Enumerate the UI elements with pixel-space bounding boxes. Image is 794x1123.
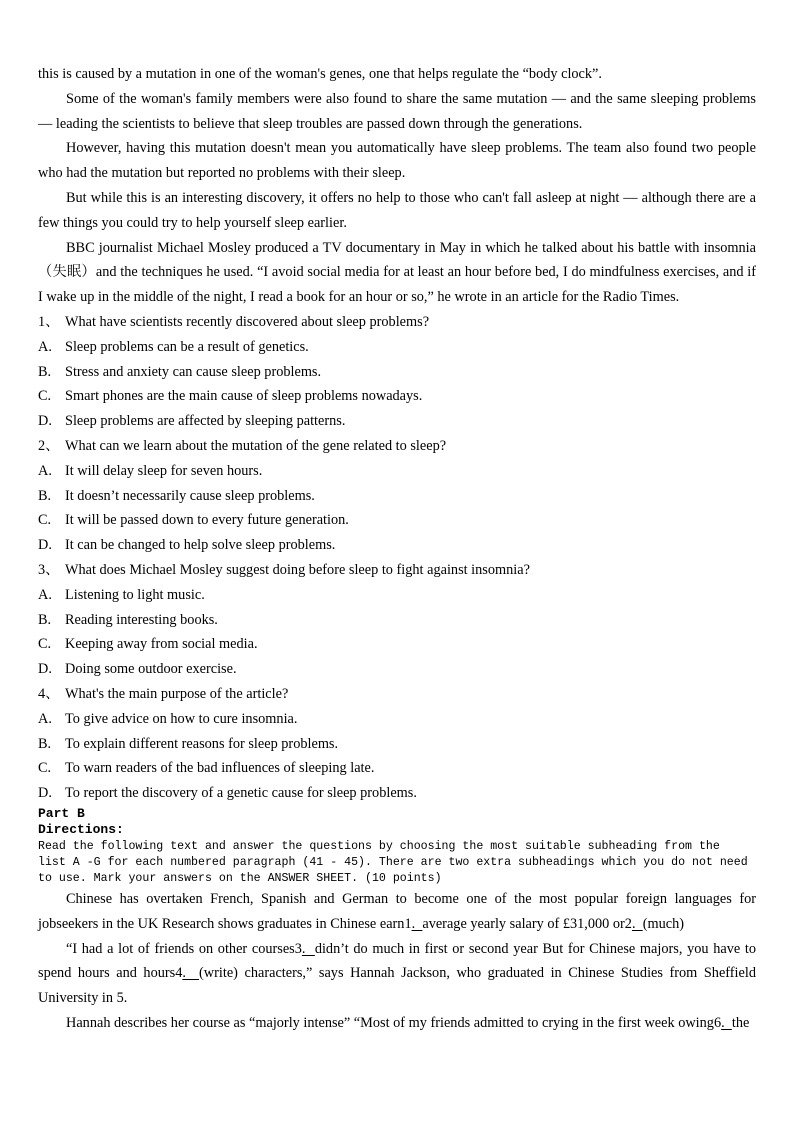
option-line-a	[38, 707, 756, 732]
article-paragraph: Some of the woman's family members were also found to share the same mutation — and the same sleeping problems — leading the scientists to believe that sleep troubles are passed down through the generations.	[38, 90, 756, 132]
cloze-paragraph: Chinese has overtaken French, Spanish and German to become one of the most popular foreign languages for jobseekers in the UK Research shows graduates in Chinese earn1. average yearly salary of £31,000 or2. (much)	[38, 890, 756, 932]
option-line-c	[38, 384, 756, 409]
option-label: D.	[38, 661, 52, 678]
option-text: Sleep problems can be a result of genetics.	[65, 338, 309, 355]
cloze-blank-number: 6	[713, 1014, 722, 1031]
option-text: To explain different reasons for sleep problems.	[65, 735, 339, 752]
option-line-d	[38, 409, 756, 434]
directions-line: to use. Mark your answers on the ANSWER SHEET. (10 points)	[38, 871, 442, 885]
option-label: B.	[38, 363, 52, 380]
option-line-d	[38, 781, 756, 806]
directions-line: Read the following text and answer the questions by choosing the most suitable subheading from the	[38, 839, 720, 853]
option-text: To give advice on how to cure insomnia.	[65, 710, 298, 727]
option-text: It will delay sleep for seven hours.	[65, 462, 263, 479]
option-label: A.	[38, 338, 52, 355]
option-line-c	[38, 632, 756, 657]
cloze-blank-number: 3	[294, 940, 302, 957]
option-text: To report the discovery of a genetic cause for sleep problems.	[65, 785, 417, 802]
question-line	[38, 310, 756, 335]
option-line-c	[38, 756, 756, 781]
question-line	[38, 558, 756, 583]
question-block-4	[38, 682, 756, 806]
cloze-paragraph: Hannah describes her course as “majorly intense” “Most of my friends admitted to crying in the first week owing6. the	[66, 1014, 750, 1031]
article-continuation-paragraph: this is caused by a mutation in one of the woman's genes, one that helps regulate the “body clock”.	[38, 66, 602, 82]
cloze-blank-number: 2	[624, 915, 632, 932]
option-text: Sleep problems are affected by sleeping patterns.	[65, 413, 346, 430]
directions-line: list A -G for each numbered paragraph (41 - 45). There are two extra subheadings which you do not need	[38, 855, 748, 869]
option-label: D.	[38, 413, 52, 430]
cloze-blank-line: .	[301, 940, 315, 957]
option-label: A.	[38, 586, 52, 603]
option-text: Stress and anxiety can cause sleep problems.	[65, 363, 322, 380]
option-text: It doesn’t necessarily cause sleep problems.	[65, 487, 315, 504]
question-block-1	[38, 310, 756, 434]
cloze-blank-line: .	[721, 1014, 732, 1031]
question-text: What can we learn about the mutation of the gene related to sleep?	[65, 437, 447, 454]
cloze-blank-line: .	[182, 965, 200, 982]
article-paragraph: However, having this mutation doesn't mean you automatically have sleep problems. The team also found two people who had the mutation but reported no problems with their sleep.	[38, 140, 756, 182]
option-line-a	[38, 459, 756, 484]
option-line-b	[38, 360, 756, 385]
option-label: C.	[38, 760, 52, 777]
question-text: What's the main purpose of the article?	[65, 685, 289, 702]
option-label: B.	[38, 487, 52, 504]
question-number: 4、	[38, 685, 60, 702]
cloze-blank-line: .	[631, 915, 643, 932]
article-paragraph: BBC journalist Michael Mosley produced a TV documentary in May in which he talked about his battle with insomnia（失眠）and the techniques he used. “I avoid social media for at least an hour before bed, I do mindfulness exercises, and if I wake up in the middle of the night, I read a book for an hour or so,” he wrote in an article for the Radio Times.	[38, 239, 756, 306]
question-block-2	[38, 434, 756, 558]
cloze-paragraph: “I had a lot of friends on other courses3. didn’t do much in first or second year But for Chinese majors, you have to spend hours and hours4. (write) characters,” says Hannah Jackson, who graduated in Chinese Studies from Sheffield University in 5.	[38, 940, 756, 1007]
option-label: A.	[38, 462, 52, 479]
question-number: 1、	[38, 313, 60, 330]
option-text: Smart phones are the main cause of sleep problems nowadays.	[65, 388, 423, 405]
directions-heading: Directions:	[38, 822, 124, 838]
option-line-b	[38, 484, 756, 509]
option-text: To warn readers of the bad influences of sleeping late.	[65, 760, 375, 777]
option-text: Doing some outdoor exercise.	[65, 661, 237, 678]
option-label: B.	[38, 735, 52, 752]
cloze-passage-section	[38, 887, 756, 1036]
option-text: Keeping away from social media.	[65, 636, 258, 653]
question-text: What have scientists recently discovered about sleep problems?	[65, 313, 430, 330]
option-text: Listening to light music.	[65, 586, 205, 603]
option-label: D.	[38, 785, 52, 802]
option-line-a	[38, 335, 756, 360]
option-text: It will be passed down to every future generation.	[65, 512, 349, 529]
article-section	[38, 62, 756, 310]
question-number: 3、	[38, 561, 60, 578]
option-text: It can be changed to help solve sleep problems.	[65, 537, 336, 554]
cloze-blank-line: .	[411, 915, 423, 932]
option-line-d	[38, 533, 756, 558]
question-line	[38, 434, 756, 459]
article-paragraph: But while this is an interesting discovery, it offers no help to those who can't fall asleep at night — although there are a few things you could try to help yourself sleep earlier.	[38, 189, 756, 231]
question-number: 2、	[38, 437, 60, 454]
option-text: Reading interesting books.	[65, 611, 218, 628]
questions-section	[38, 310, 756, 806]
option-label: A.	[38, 710, 52, 727]
option-line-d	[38, 657, 756, 682]
part-b-section	[38, 806, 756, 887]
question-block-3	[38, 558, 756, 682]
option-label: B.	[38, 611, 52, 628]
cloze-blank-number: 1	[404, 915, 412, 932]
option-label: C.	[38, 636, 52, 653]
option-label: C.	[38, 388, 52, 405]
part-b-heading: Part B	[38, 805, 85, 821]
option-label: C.	[38, 512, 52, 529]
option-line-b	[38, 732, 756, 757]
question-text: What does Michael Mosley suggest doing before sleep to fight against insomnia?	[65, 561, 530, 578]
option-line-a	[38, 583, 756, 608]
cloze-blank-number: 4	[175, 965, 183, 982]
option-line-b	[38, 608, 756, 633]
question-line	[38, 682, 756, 707]
option-label: D.	[38, 537, 52, 554]
option-line-c	[38, 508, 756, 533]
